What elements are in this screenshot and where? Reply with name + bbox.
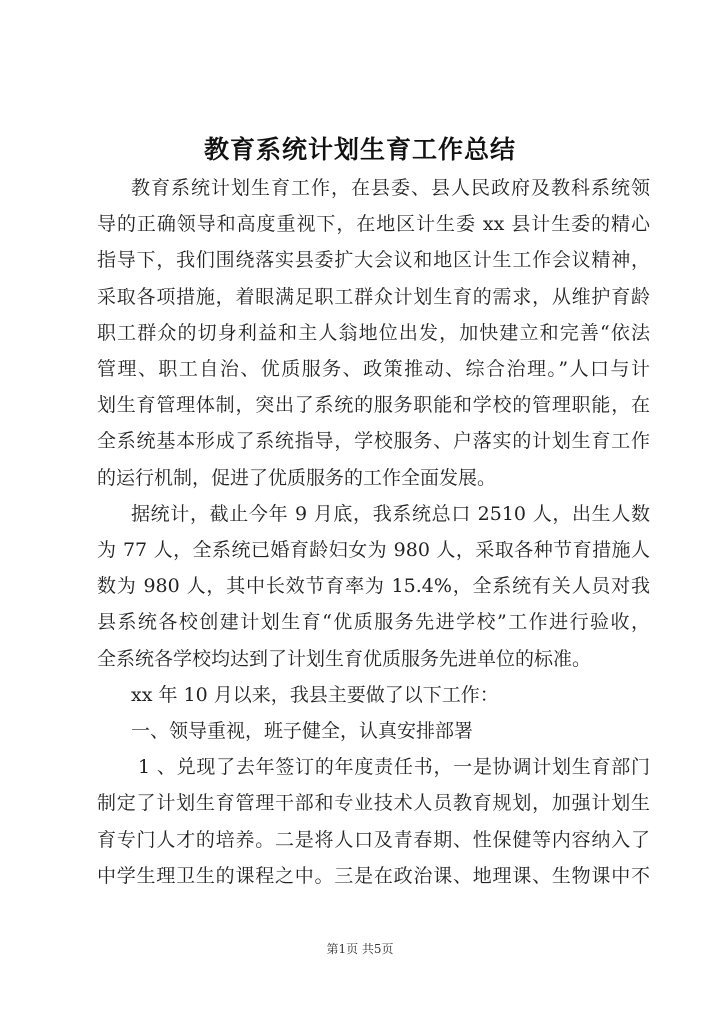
- paragraph-line: 育专门人才的培养。二是将人口及青春期、性保健等内容纳入了: [97, 828, 650, 851]
- paragraph-line: 制定了计划生育管理干部和专业技术人员教育规划，加强计划生: [97, 792, 650, 815]
- paragraph-line: 数为 980 人，其中长效节育率为 15.4%，全系统有关人员对我: [97, 575, 650, 598]
- paragraph-line: 县系统各校创建计划生育“优质服务先进学校”工作进行验收，: [97, 611, 650, 634]
- paragraph-line: 采取各项措施，着眼满足职工群众计划生育的需求，从维护育龄: [97, 285, 650, 308]
- paragraph-line: 职工群众的切身利益和主人翁地位出发，加快建立和完善“依法: [97, 321, 650, 344]
- page-footer: 第1页 共5页: [326, 942, 394, 956]
- paragraph-line: 指导下，我们围绕落实县委扩大会议和地区计生工作会议精神，: [97, 249, 650, 272]
- paragraph-line: 中学生理卫生的课程之中。三是在政治课、地理课、生物课中不: [97, 864, 650, 887]
- paragraph-line: 1 、兑现了去年签订的年度责任书，一是协调计划生育部门: [138, 756, 650, 779]
- paragraph-line: 一、领导重视，班子健全，认真安排部署: [131, 720, 474, 742]
- paragraph-line: 据统计，截止今年 9 月底，我系统总口 2510 人，出生人数: [131, 502, 650, 525]
- paragraph-line: xx 年 10 月以来，我县主要做了以下工作：: [131, 683, 499, 706]
- paragraph-line: 划生育管理体制，突出了系统的服务职能和学校的管理职能，在: [97, 394, 650, 417]
- paragraph-line: 导的正确领导和高度重视下，在地区计生委 xx 县计生委的精心: [97, 213, 650, 236]
- paragraph-line: 管理、职工自治、优质服务、政策推动、综合治理。”人口与计: [97, 358, 650, 380]
- document-title: 教育系统计划生育工作总结: [203, 135, 516, 164]
- paragraph-line: 全系统基本形成了系统指导，学校服务、户落实的计划生育工作: [97, 430, 650, 453]
- paragraph-line: 教育系统计划生育工作，在县委、县人民政府及教科系统领: [131, 177, 650, 199]
- paragraph-line: 全系统各学校均达到了计划生育优质服务先进单位的标准。: [97, 647, 592, 670]
- paragraph-line: 的运行机制，促进了优质服务的工作全面发展。: [97, 466, 497, 489]
- paragraph-line: 为 77 人，全系统已婚育龄妇女为 980 人，采取各种节育措施人: [97, 539, 650, 561]
